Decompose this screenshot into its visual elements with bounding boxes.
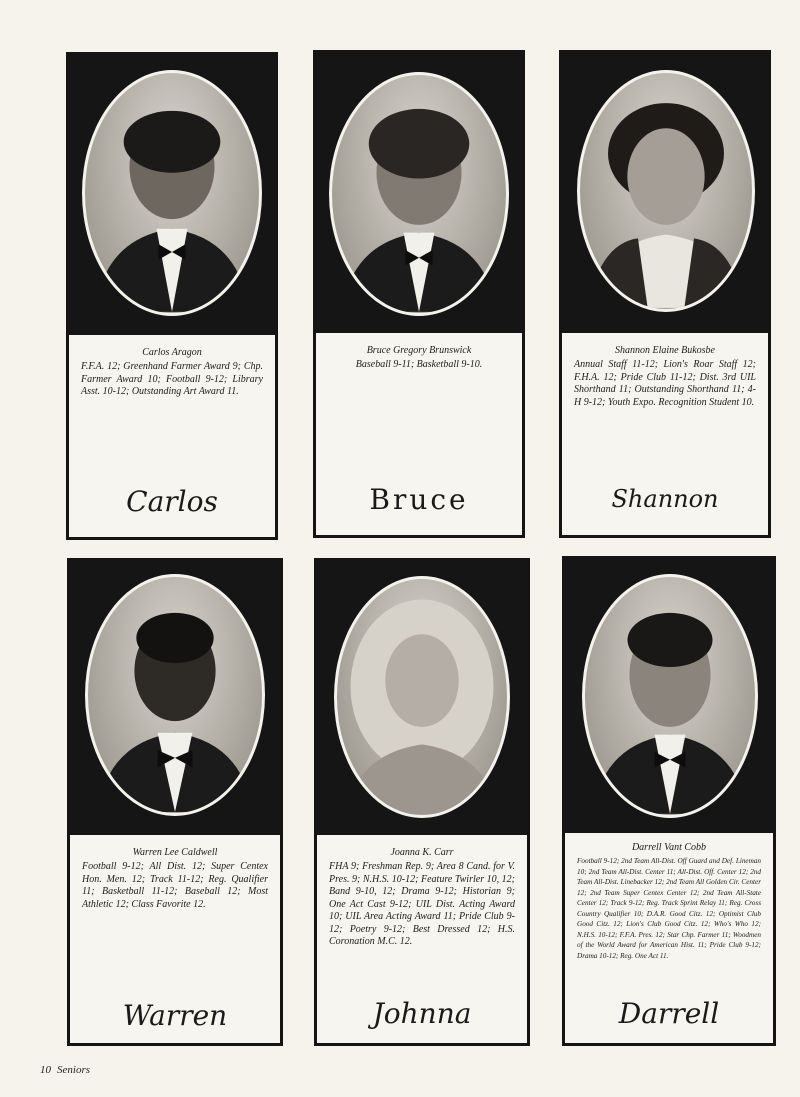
portrait-figure-icon: [85, 73, 259, 313]
handwritten-signature: Darrell: [618, 997, 720, 1030]
student-activities: Baseball 9-11; Basketball 9-10.: [355, 359, 483, 370]
student-name: Joanna K. Carr: [390, 847, 454, 858]
student-activities: Annual Staff 11-12; Lion's Roar Staff 12; F.H.A. 12; Pride Club 11-12; Dist. 3rd UIL Shorthand 11; Outstanding Shorthand 11; 4-H 9-12; Youth Expo. Recognition Student 10.: [574, 359, 756, 408]
handwritten-signature: Warren: [122, 999, 228, 1032]
section-title: Seniors: [57, 1064, 90, 1076]
student-activities: FHA 9; Freshman Rep. 9; Area 8 Cand. for V. Pres. 9; N.H.S. 10-12; Feature Twirler 10, 12; Band 9-10, 12; Drama 9-12; Historian 9; One Act Cast 9-12; UIL Dist. Acting Award 10; UIL Area Acting Award 11; Pride Club 9-12; Poetry 9-12; Best Dressed 12; H.S. Coronation M.C. 12.: [329, 861, 515, 947]
student-name: Bruce Gregory Brunswick: [366, 345, 472, 356]
portrait-figure-icon: [585, 577, 755, 815]
handwritten-signature: Bruce: [369, 483, 469, 516]
student-activities: F.F.A. 12; Greenhand Farmer Award 9; Chp. Farmer Award 10; Football 9-12; Library Asst. 10-12; Outstanding Art Award 11.: [81, 361, 263, 397]
bio-panel: [70, 835, 280, 1043]
portrait-figure-icon: [332, 75, 506, 313]
bio-panel: [316, 333, 522, 535]
student-name: Carlos Aragon: [142, 347, 202, 358]
senior-card-joanna-carr: [314, 558, 530, 1046]
handwritten-signature: Johnna: [372, 997, 472, 1030]
portrait-figure-icon: [88, 577, 262, 813]
student-activities: Football 9-12; All Dist. 12; Super Centex Hon. Men. 12; Track 11-12; Reg. Qualifier 11; Basketball 11-12; Baseball 12; Most Athletic 12; Class Favorite 12.: [82, 861, 268, 910]
portrait-photo: [577, 70, 755, 312]
handwritten-signature: Carlos: [126, 485, 218, 518]
portrait-photo: [82, 70, 262, 316]
senior-card-darrell-cobb: [562, 556, 776, 1046]
senior-card-bruce-brunswick: [313, 50, 525, 538]
senior-card-carlos-aragon: [66, 52, 278, 540]
student-name: Darrell Vant Cobb: [631, 842, 707, 853]
portrait-figure-icon: [337, 579, 507, 815]
student-name: Shannon Elaine Bukosbe: [615, 345, 715, 356]
portrait-photo: [582, 574, 758, 818]
bio-panel: [562, 333, 768, 535]
student-name: Warren Lee Caldwell: [132, 847, 218, 858]
portrait-photo: [329, 72, 509, 316]
bio-panel: [69, 335, 275, 537]
senior-card-shannon-bukosbe: [559, 50, 771, 538]
page-number: 10: [40, 1064, 51, 1076]
student-activities: Football 9-12; 2nd Team All-Dist. Off Guard and Def. Lineman 10; 2nd Team All-Dist. Center 11; All-Dist. Off. Center 12; 2nd Team All-Dist. Linebacker 12; 2nd Team All Golden Cir. Center 12; 2nd Team Super Centex Center 12; 2nd Team All-State Center 12; Track 9-12; Reg. Track Sprint Relay 11; Reg. Cross Country Qualifier 10; D.A.R. Good Citz. 12; Optimist Club Good Citz. 12; Lion's Club Good Citz. 12; Who's Who 12; N.H.S. 10-12; F.F.A. Pres. 12; Star Chp. Farmer 11; Woodmen of the World Award for American Hist. 11; Pride Club 9-12; Drama 10-12; Reg. One Act 11.: [577, 857, 761, 960]
bio-panel: [565, 833, 773, 1043]
senior-card-warren-caldwell: [67, 558, 283, 1046]
portrait-photo: [334, 576, 510, 818]
bio-panel: [317, 835, 527, 1043]
handwritten-signature: Shannon: [611, 485, 719, 513]
portrait-figure-icon: [580, 73, 752, 309]
portrait-photo: [85, 574, 265, 816]
page-footer: [40, 1064, 96, 1076]
